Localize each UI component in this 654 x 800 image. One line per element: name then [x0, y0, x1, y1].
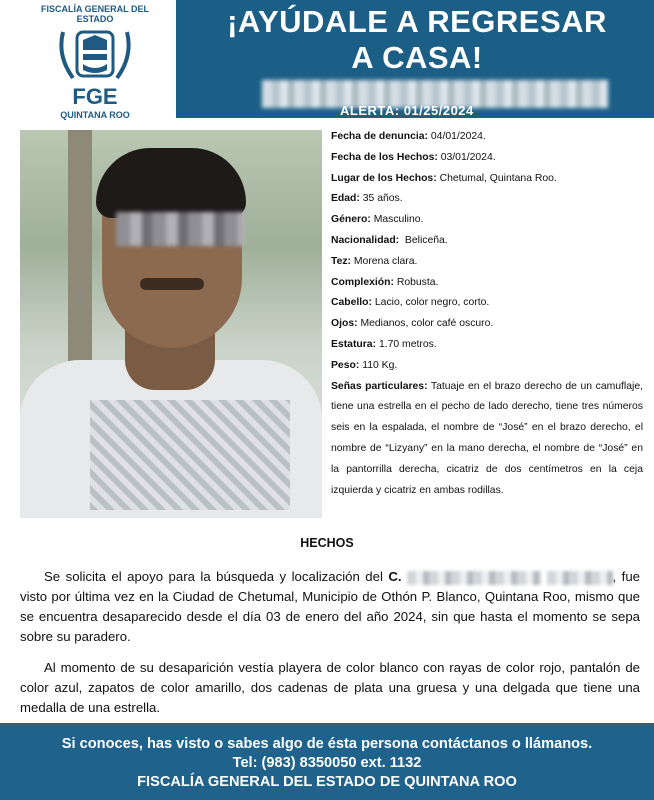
redacted-name-inline — [407, 571, 541, 585]
footer-call-to-action: Si conoces, has visto o sabes algo de ésta persona contáctanos o llámanos. — [61, 736, 593, 752]
footer-phone[interactable]: Tel: (983) 8350050 ext. 1132 — [232, 755, 422, 771]
detail-row: Ojos: Medianos, color café oscuro. — [331, 318, 494, 330]
logo-bottom-text: QUINTANA ROO — [60, 110, 130, 120]
page-title — [182, 4, 652, 76]
coat-of-arms-icon — [55, 26, 135, 84]
detail-row: Género: Masculino. — [331, 214, 424, 226]
title-line-2: A CASA! — [351, 40, 483, 75]
title-line-1: ¡AYÚDALE A REGRESAR — [227, 4, 607, 39]
person-details — [331, 127, 643, 501]
fge-logo — [35, 4, 155, 124]
detail-row: Fecha de los Hechos: 03/01/2024. — [331, 151, 496, 163]
detail-row: Nacionalidad: Beliceña. — [331, 234, 448, 246]
logo-top-text: FISCALÍA GENERAL DEL ESTADO — [40, 4, 149, 24]
detail-row: Estatura: 1.70 metros. — [331, 338, 437, 350]
alert-date: ALERTA: 01/25/2024 — [340, 103, 474, 118]
detail-row: Edad: 35 años. — [331, 193, 403, 205]
detail-row: Tez: Morena clara. — [331, 255, 418, 267]
detail-row: Peso: 110 Kg. — [331, 359, 398, 371]
photo-shirt-print — [90, 400, 290, 510]
photo-eyes-blur — [116, 212, 244, 246]
footer-agency: FISCALÍA GENERAL DEL ESTADO DE QUINTANA ROO — [137, 774, 517, 790]
section-title-hechos: HECHOS — [300, 536, 354, 550]
detail-row: Fecha de denuncia: 04/01/2024. — [331, 131, 486, 142]
detail-row-distinguishing-marks: Señas particulares: Tatuaje en el brazo derecho de un camuflaje, tiene una estrella en el pecho de lado derecho, tiene tres números seis en la espalada, el nombre de “José” en el brazo derecho, el nombre de “Lizyany” en la mano derecha, el nombre de “José” en la pantorrilla derecha, cicatriz de dos centímetros en la ceja izquierda y cicatriz en ambas rodillas. — [331, 380, 643, 496]
redacted-name-inline — [547, 571, 613, 585]
photo-mustache — [140, 278, 204, 290]
detail-row: Complexión: Robusta. — [331, 276, 439, 288]
detail-row: Cabello: Lacio, color negro, corto. — [331, 297, 490, 309]
hechos-paragraph-1: Se solicita el apoyo para la búsqueda y localización del C. , fue visto por última vez en la Ciudad de Chetumal, Municipio de Othón P. Blanco, Quintana Roo, mismo que se encuentra desaparecido desde el día 03 de enero del año 2024, sin que hasta el momento se sepa sobre su paradero. — [20, 569, 640, 644]
detail-row: Lugar de los Hechos: Chetumal, Quintana Roo. — [331, 172, 557, 184]
photo-hair — [96, 148, 246, 218]
photo-tree — [68, 130, 92, 380]
contact-footer — [0, 723, 654, 800]
logo-acronym: FGE — [72, 84, 118, 109]
missing-person-photo — [20, 130, 322, 518]
hechos-paragraph-2: Al momento de su desaparición vestía playera de color blanco con rayas de color rojo, pantalón de color azul, zapatos de color amarillo, dos cadenas de plata una gruesa y una delgada que tiene una medalla de una estrella. — [20, 660, 640, 715]
